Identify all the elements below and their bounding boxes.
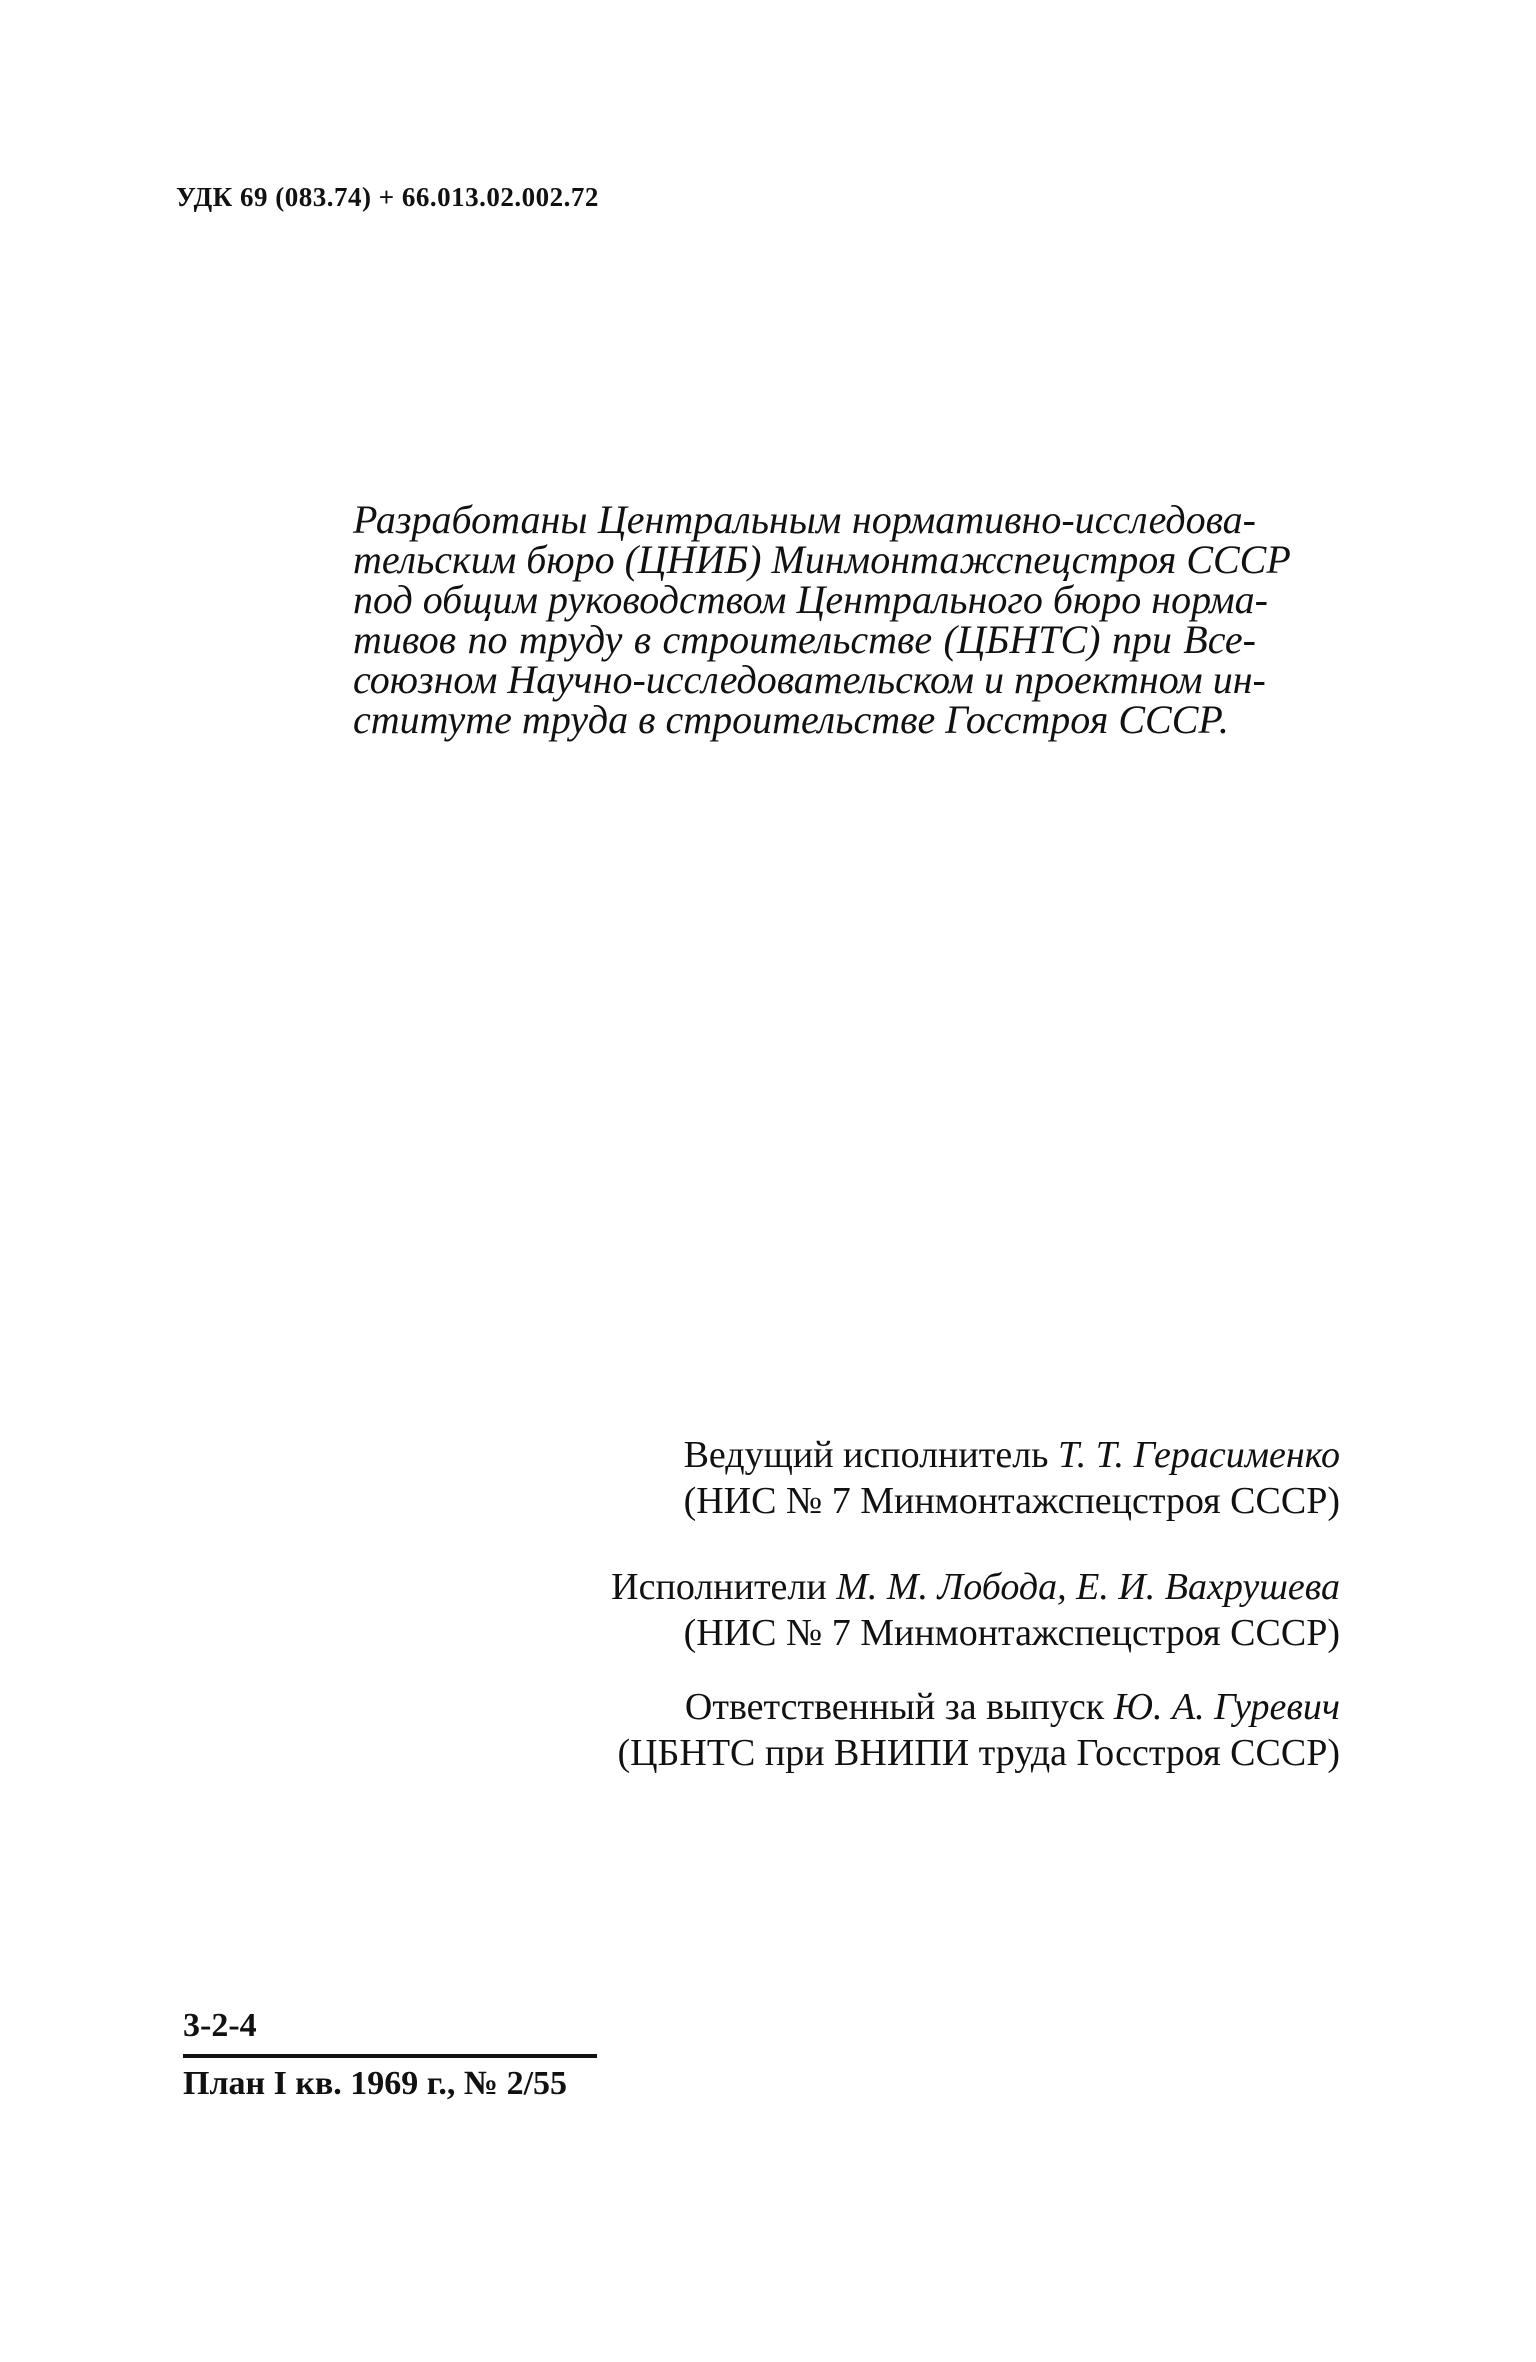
responsible-line [611, 1684, 1340, 1730]
plan-code: 3-2-4 [183, 2007, 257, 2044]
developed-by-line: союзном Научно-исследовательском и проектном ин- [353, 657, 1266, 702]
performers-role: Исполнители [611, 1566, 827, 1608]
credits-spacer [611, 1524, 1340, 1564]
credits-block [611, 1432, 1340, 1776]
credits-spacer [611, 1656, 1340, 1684]
performers-line [611, 1564, 1340, 1610]
lead-performer-role: Ведущий исполнитель [683, 1434, 1049, 1476]
publication-plan [183, 2006, 597, 2104]
developed-by-line: под общим руководством Центрального бюро норма- [353, 577, 1268, 622]
lead-performer-org: (НИС № 7 Минмонтажспецстроя СССР) [683, 1480, 1340, 1522]
developed-by-line: Разработаны Центральным нормативно-исследова- [353, 497, 1256, 542]
responsible-name: Ю. А. Гуревич [1113, 1686, 1340, 1728]
responsible-org: (ЦБНТС при ВНИПИ труда Госстроя СССР) [617, 1732, 1340, 1774]
plan-divider [183, 2054, 597, 2058]
developed-by-line: тивов по труду в строительстве (ЦБНТС) при Все- [353, 617, 1256, 662]
performers-org: (НИС № 7 Минмонтажспецстроя СССР) [683, 1612, 1340, 1654]
developed-by-paragraph [353, 497, 1291, 742]
udk-classification: УДК 69 (083.74) + 66.013.02.002.72 [176, 182, 599, 212]
developed-by-line: ституте труда в строительстве Госстроя СССР. [353, 697, 1229, 742]
plan-text: План I кв. 1969 г., № 2/55 [183, 2065, 568, 2102]
responsible-role: Ответственный за выпуск [684, 1686, 1105, 1728]
lead-performer-name: Т. Т. Герасименко [1058, 1434, 1340, 1476]
performers-names: М. М. Лобода, Е. И. Вахрушева [836, 1566, 1340, 1608]
lead-performer-line [611, 1432, 1340, 1478]
developed-by-line: тельским бюро (ЦНИБ) Минмонтажспецстроя СССР [353, 537, 1291, 582]
